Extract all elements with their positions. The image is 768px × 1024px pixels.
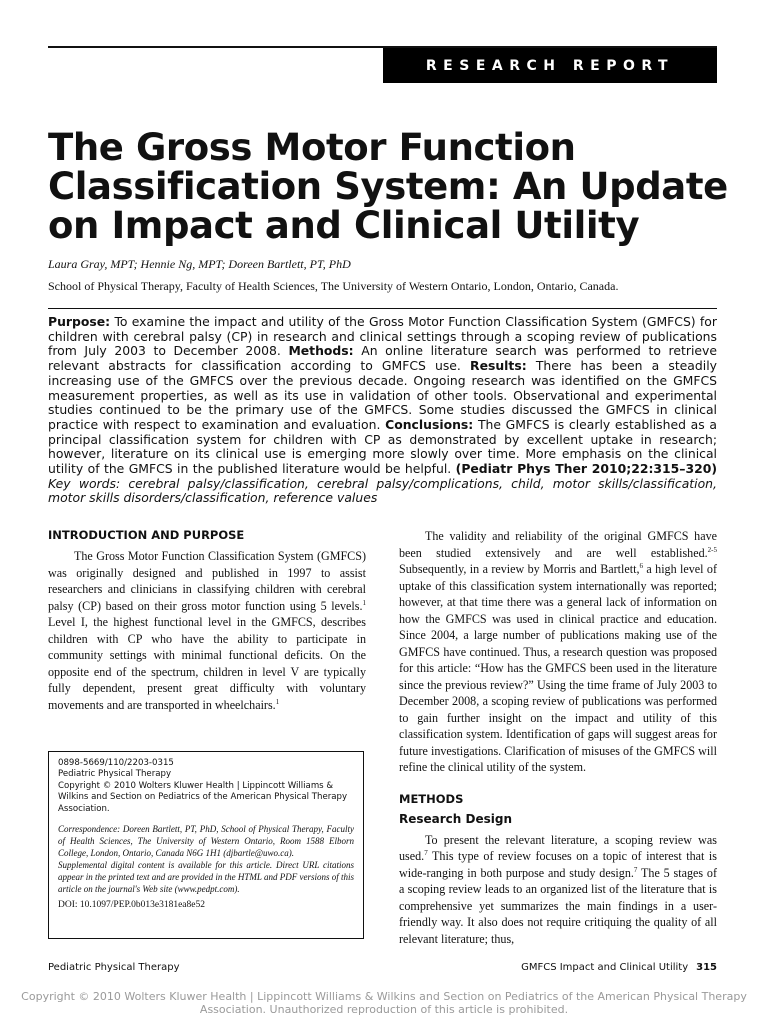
research-design-heading: Research Design bbox=[399, 811, 512, 826]
copyright-notice bbox=[0, 990, 768, 1016]
copyright-line: Wilkins and Section on Pediatrics of the American Physical Therapy bbox=[58, 792, 348, 803]
ref-sup: 7 bbox=[424, 848, 428, 857]
validity-text-c: a high level of uptake of this classification system internationally was reported; however, at that time there was a general lack of information on how the GMFCS was used in clinical practice and education. Since 2004, a large number of publications making use of the GMFCS have continued. Thus, a research question was proposed for this article: “How has the GMFCS been used in the literature since the previous review?” Using the time frame of July 2003 to December 2008, a scoping review of publications was performed to gain further insight on the impact and utility of this classification system. Identification of gaps will suggest areas for future investigations. Clarification of misuses of the GMFCS will refine the clinical utility of the system. bbox=[399, 562, 717, 774]
section-banner: RESEARCH REPORT bbox=[383, 48, 717, 83]
design-text-a: To present the relevant literature, a scoping review was used. bbox=[399, 832, 717, 863]
purpose-label: Purpose: bbox=[48, 314, 111, 329]
journal-name: Pediatric Physical Therapy bbox=[58, 769, 172, 780]
copyright-line: Copyright © 2010 Wolters Kluwer Health | Lippincott Williams & bbox=[58, 780, 334, 791]
ref-sup: 6 bbox=[639, 561, 644, 570]
intro-text-b: Level I, the highest functional level in the GMFCS, describes children with CP who have the ability to participate in community settings with minimal functional deficits. On the opposite end of the spectrum, children in level V are typically fully dependent, present great difficulty with voluntary movements and are transported in wheelchairs. bbox=[48, 615, 366, 712]
research-design-paragraph bbox=[399, 832, 717, 948]
ref-sup: 7 bbox=[633, 865, 638, 874]
divider bbox=[48, 308, 717, 309]
authors: Laura Gray, MPT; Hennie Ng, MPT; Doreen Bartlett, PT, PhD bbox=[48, 257, 351, 271]
ref-sup: 1 bbox=[362, 598, 366, 607]
left-column bbox=[48, 528, 366, 713]
results-text: There has been a steadily increasing use of the GMFCS over the previous decade. Ongoing research was identified on the GMFCS measurement properties, as well as its use in validation of other tools. Observational and experimental studies continued to be the primary use of the GMFCS. Some studies discussed the GMFCS in clinical practice with respect to examination and evaluation. bbox=[48, 358, 717, 432]
publication-info bbox=[58, 758, 354, 815]
intro-heading: INTRODUCTION AND PURPOSE bbox=[48, 528, 245, 542]
keywords-label: Key words: bbox=[48, 475, 121, 491]
affiliation: School of Physical Therapy, Faculty of Health Sciences, The University of Western Ontario, London, Ontario, Canada. bbox=[48, 279, 619, 293]
ref-sup: 2-5 bbox=[707, 545, 717, 554]
methods-heading: METHODS bbox=[399, 791, 464, 806]
right-column bbox=[399, 528, 717, 947]
supplemental-note: Supplemental digital content is available for this article. Direct URL citations appear in the printed text and are provided in the HTML and PDF versions of this article on the journal's Web site (www.pedpt.com). bbox=[58, 859, 354, 894]
design-text-b: This type of review focuses on a topic of interest that is wide-ranging in both purpose and study design. bbox=[399, 849, 717, 880]
footer-running-title bbox=[521, 962, 717, 973]
abstract bbox=[48, 315, 717, 506]
article-title: The Gross Motor Function Classification System: An Update on Impact and Clinical Utility bbox=[48, 126, 728, 247]
conclusions-text: The GMFCS is clearly established as a principal classification system for children with CP as demonstrated by excellent uptake in research; however, literature on its clinical use is emerging more slowly over time. More emphasis on the clinical utility of the GMFCS in the published literature would be helpful. bbox=[48, 416, 717, 477]
intro-text-a: The Gross Motor Function Classification System (GMFCS) was originally designed and published in 1997 to assist researchers and clinicians in classifying children with cerebral palsy (CP) based on their gross motor function using 5 levels. bbox=[48, 549, 366, 613]
copyright-line: Association. bbox=[58, 803, 110, 814]
validity-text-a: The validity and reliability of the original GMFCS have been studied extensively and are well established. bbox=[399, 529, 717, 560]
validity-text-b: Subsequently, in a review by Morris and Bartlett, bbox=[399, 562, 640, 576]
page-number: 315 bbox=[696, 962, 717, 973]
design-text-c: The 5 stages of a scoping review leads to an organized list of the literature that is comprehensive yet summarizes the main findings in a user-friendly way. It also does not require critiquing the quality of all relevant literature; thus, bbox=[399, 865, 717, 946]
footer-journal: Pediatric Physical Therapy bbox=[48, 962, 180, 973]
copyright-line-2: Association. Unauthorized reproduction of this article is prohibited. bbox=[199, 1003, 569, 1016]
ref-sup: 1 bbox=[275, 697, 280, 706]
methods-text: An online literature search was performed to retrieve relevant abstracts for classification according to GMFCS use. bbox=[48, 343, 717, 374]
intro-paragraph bbox=[48, 548, 366, 713]
article-info-box bbox=[48, 751, 364, 939]
keywords: cerebral palsy/classification, cerebral palsy/complications, child, motor skills/classification, motor skills disorders/classification, reference values bbox=[48, 475, 717, 506]
methods-label: Methods: bbox=[288, 343, 354, 359]
purpose-text: To examine the impact and utility of the Gross Motor Function Classification System (GMFCS) for children with cerebral palsy (CP) in research and clinical settings through a scoping review of publications from July 2003 to December 2008. bbox=[48, 314, 717, 359]
copyright-line-1: Copyright © 2010 Wolters Kluwer Health | Lippincott Williams & Wilkins and Section on Pediatrics of the American Physical Therapy bbox=[21, 990, 747, 1003]
correspondence: Correspondence: Doreen Bartlett, PT, PhD, School of Physical Therapy, Faculty of Health Sciences, The University of Western Ontario, Room 1588 Elborn College, London, Ontario, Canada N6G 1H1 (djbartle@uwo.ca). bbox=[58, 824, 354, 858]
validity-paragraph bbox=[399, 528, 717, 776]
doi: DOI: 10.1097/PEP.0b013e3181ea8e52 bbox=[58, 900, 205, 911]
conclusions-label: Conclusions: bbox=[385, 416, 474, 432]
citation: (Pediatr Phys Ther 2010;22:315–320) bbox=[455, 461, 717, 477]
issn: 0898-5669/110/2203-0315 bbox=[58, 758, 174, 768]
running-title: GMFCS Impact and Clinical Utility bbox=[521, 962, 689, 973]
results-label: Results: bbox=[470, 358, 527, 374]
correspondence-block bbox=[58, 824, 354, 895]
